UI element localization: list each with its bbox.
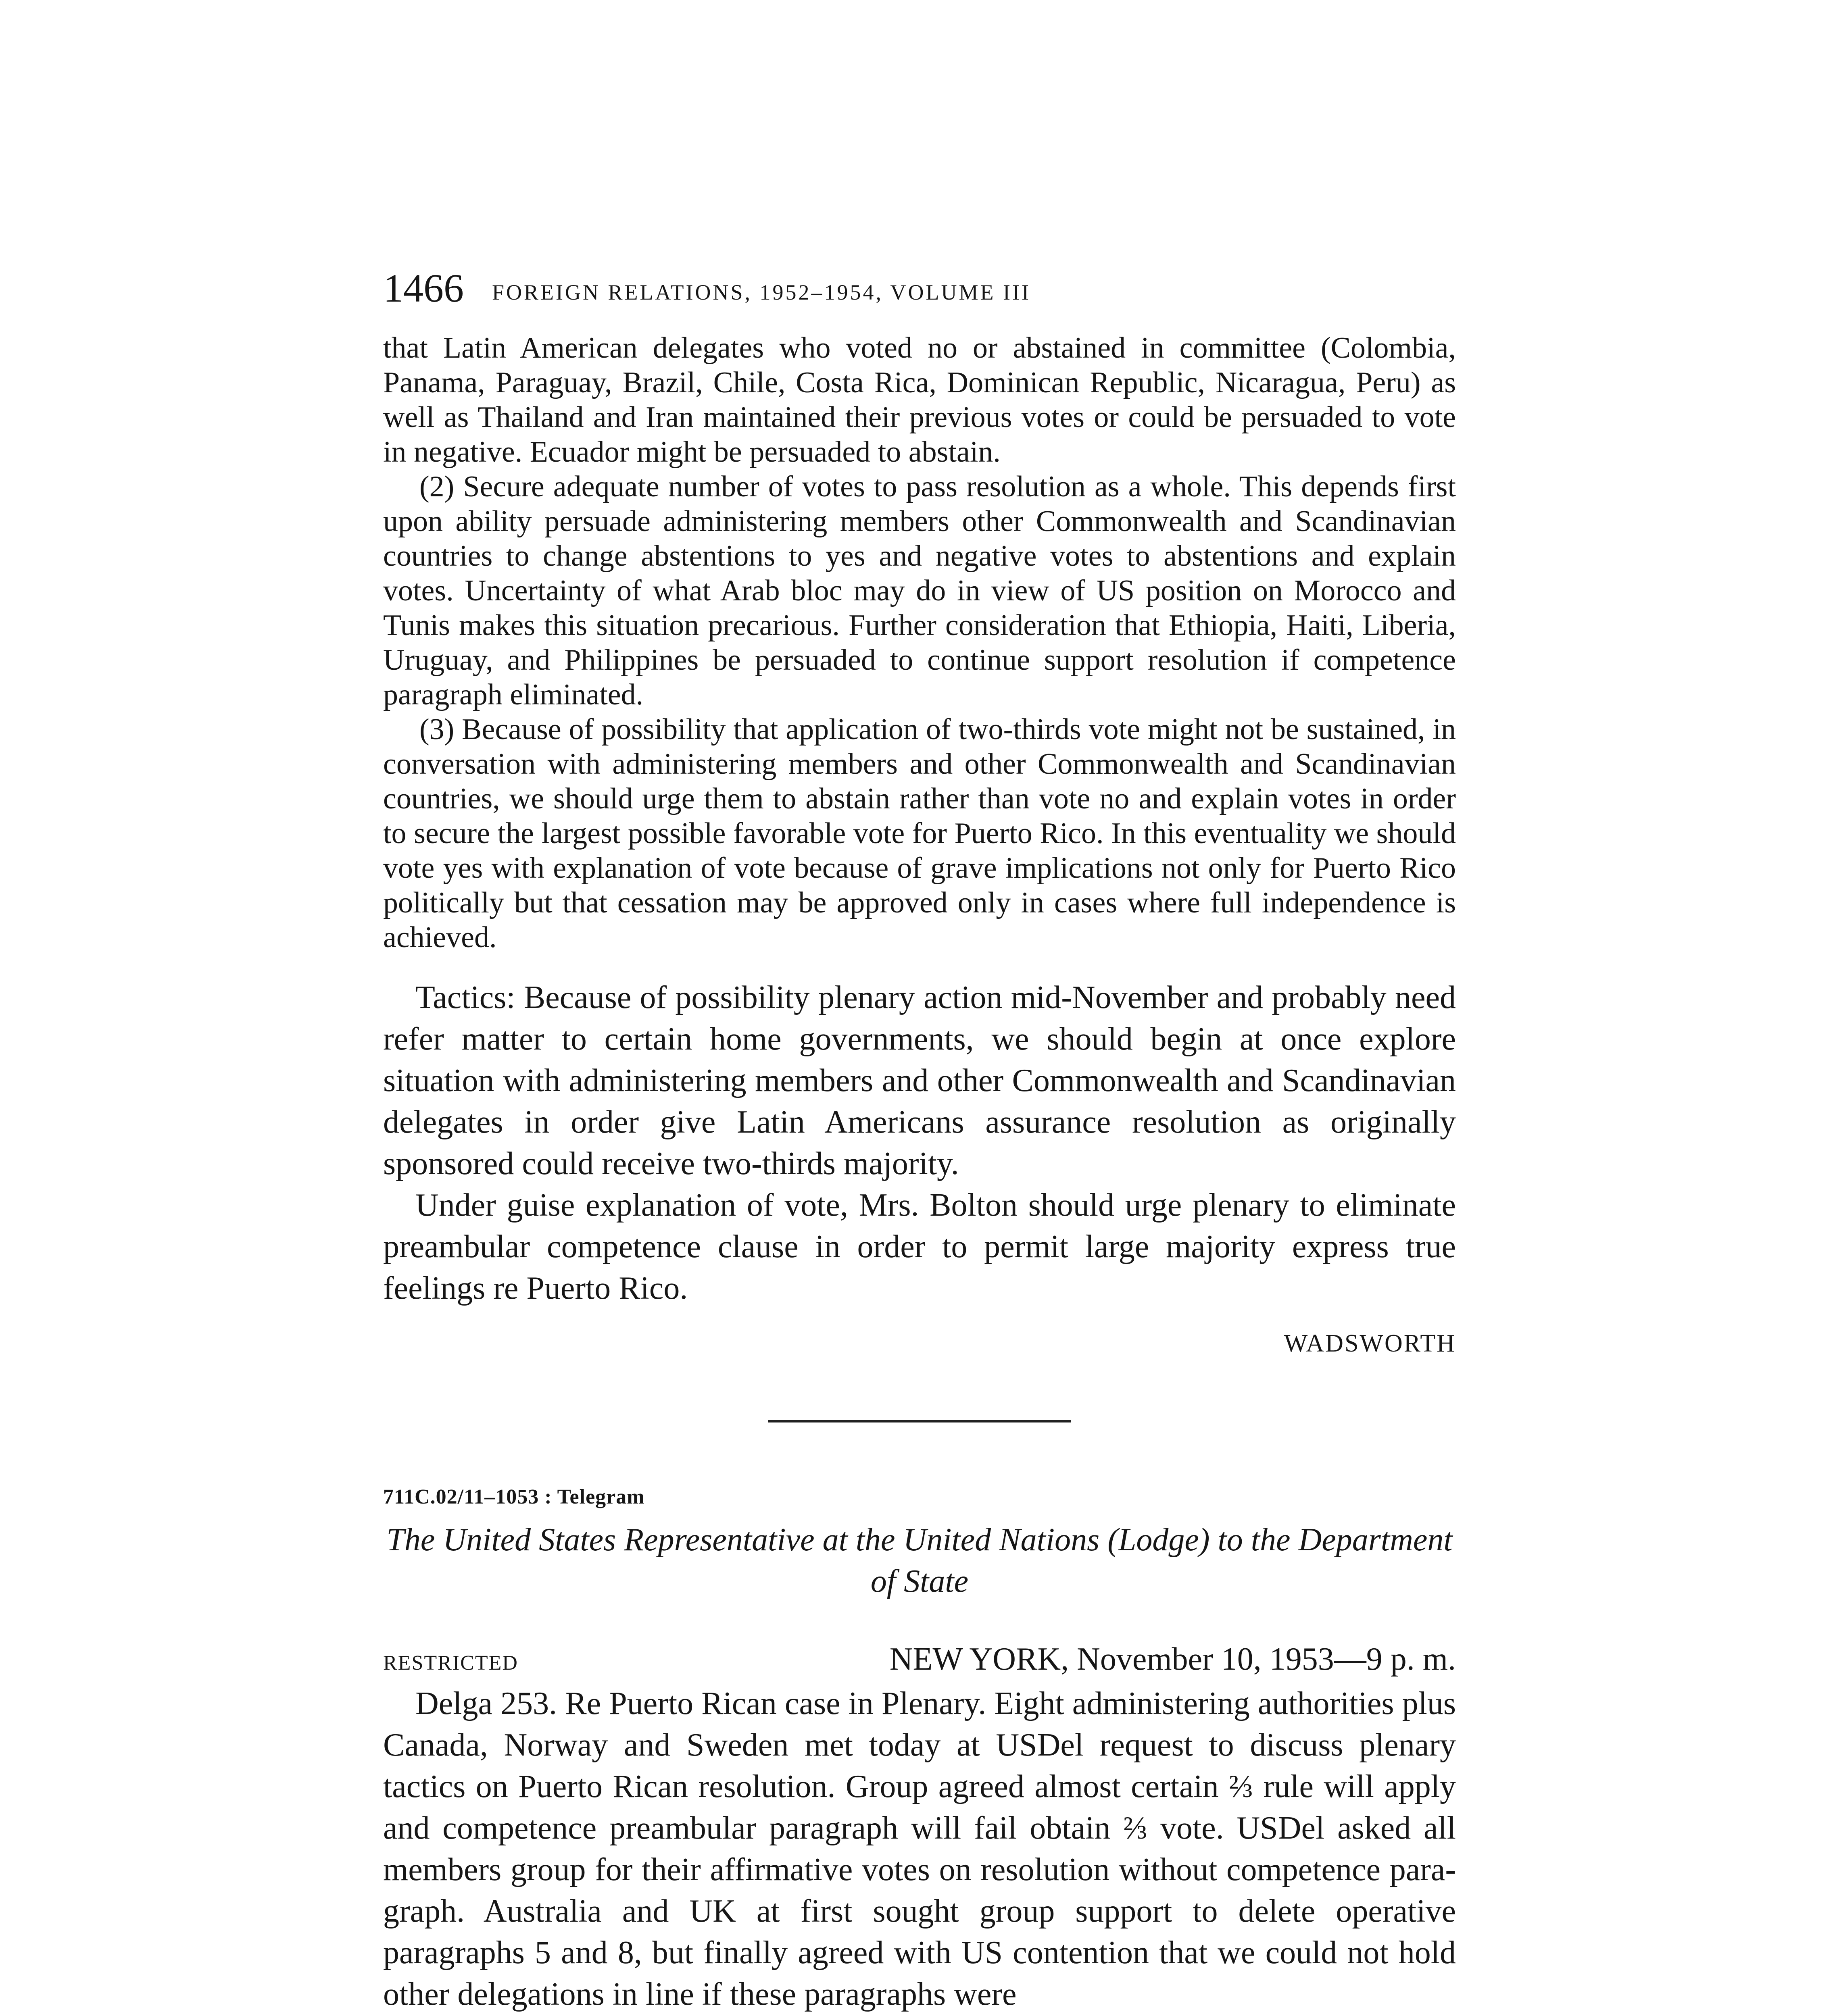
instructions-section (383, 331, 1456, 955)
paragraph-bolton: Under guise explanation of vote, Mrs. Bolton should urge plenary to eliminate preambular competence clause in order to permit large majority express true feelings re Puerto Rico. (383, 1187, 1456, 1306)
dateline: NEW YORK, November 10, 1953—9 p. m. (889, 1641, 1456, 1677)
page-number: 1466 (383, 266, 464, 310)
file-reference: 711C.02/11–1053 : Telegram (383, 1485, 645, 1508)
running-title: FOREIGN RELATIONS, 1952–1954, VOLUME III (492, 280, 1031, 304)
document-title: The United States Representative at the United Nations (Lodge) to the Department of State (386, 1522, 1453, 1599)
signature-wadsworth: WADSWORTH (1284, 1330, 1456, 1357)
paragraph-latin-american-votes: that Latin American delegates who voted no or abstained in committee (Colombia, Panama, Paraguay, Brazil, Chile, Costa Rica, Dominican Republic, Nicaragua, Peru) as well as Thailand and Iran maintained their previous votes or could be persuaded to vote in negative. Ecuador might be persuaded to abstain. (383, 331, 1456, 469)
telegram-body (383, 1683, 1456, 2015)
paragraph-tactics: Tactics: Because of possibility plenary action mid-November and probably need refer matter to certain home governments, we should begin at once explore situation with administering members and other Commonwealth and Scandinavian delegates in order give Latin Americans assurance resolution as originally sponsored could receive two-thirds majority. (383, 980, 1456, 1181)
tactics-section (383, 977, 1456, 1309)
section-divider (768, 1420, 1071, 1422)
running-head (383, 262, 1456, 323)
classification-label: RESTRICTED (383, 1652, 518, 1674)
dateline-row (383, 1639, 1456, 1683)
paragraph-delga-253: Delga 253. Re Puerto Rican case in Plenary. Eight administering authorities plus Canada, Norway and Sweden met today at USDel request to discuss plenary tactics on Puerto Rican resolution. Group agreed almost certain ⅔ rule will apply and competence preambular paragraph will fail obtain ⅔ vote. USDel asked all members group for their affirmative votes on resolution without competence paragraph. Australia and UK at first sought group support to delete operative paragraphs 5 and 8, but finally agreed with US contention that we could not hold other delegations in line if these paragraphs were (383, 1686, 1456, 2012)
document-page (383, 262, 1456, 2015)
paragraph-item-3: (3) Because of possibility that application of two-thirds vote might not be sustained, in conversation with administering members and other Commonwealth and Scandinavian countries, we should urge them to abstain rather than vote no and explain votes in order to secure the largest possible favorable vote for Puerto Rico. In this eventuality we should vote yes with explanation of vote because of grave implications not only for Puerto Rico politically but that cessation may be approved only in cases where full independence is achieved. (383, 713, 1456, 954)
paragraph-item-2: (2) Secure adequate number of votes to pass resolution as a whole. This depends first upon ability persuade administering members other Commonwealth and Scandinavian countries to change abstentions to yes and negative votes to abstentions and explain votes. Uncertainty of what Arab bloc may do in view of US position on Morocco and Tunis makes this situation precarious. Further consideration that Ethiopia, Haiti, Liberia, Uruguay, and Philippines be persuaded to continue support resolution if competence paragraph eliminated. (383, 470, 1456, 711)
